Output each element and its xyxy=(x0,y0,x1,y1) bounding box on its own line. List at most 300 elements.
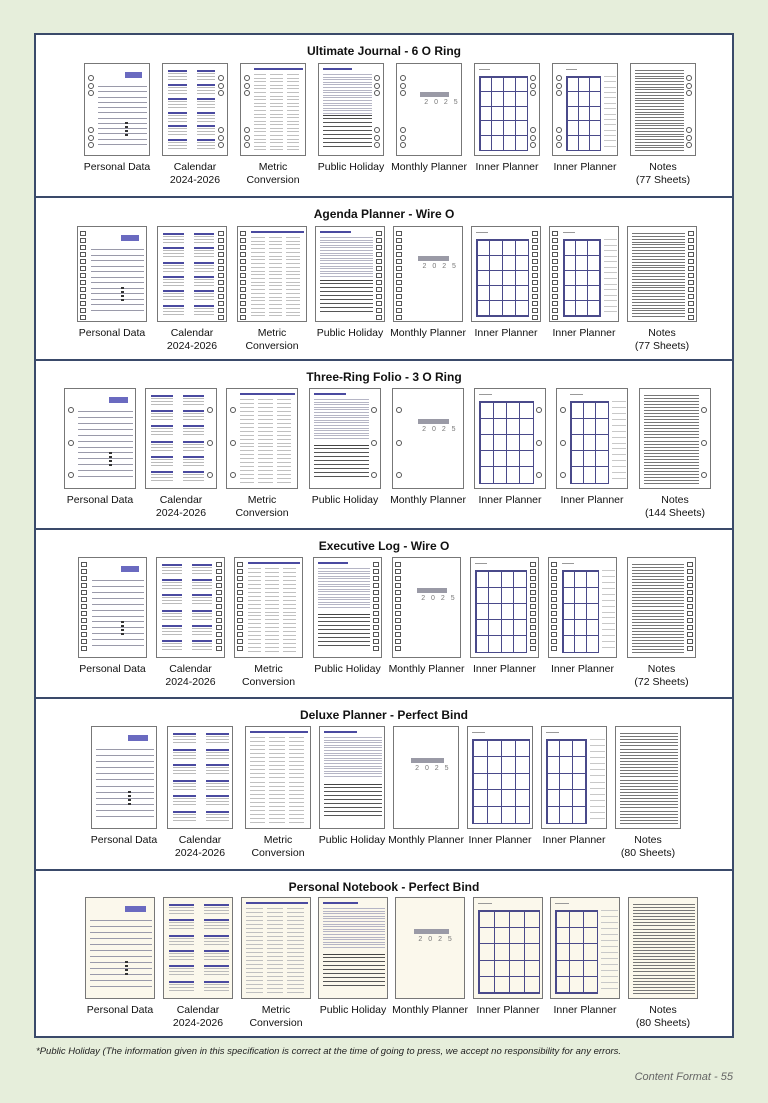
label-line: Inner Planner xyxy=(474,327,538,339)
wire-loop xyxy=(530,646,536,651)
wire-loop xyxy=(376,259,382,264)
ring-hole xyxy=(218,90,224,96)
wire-loop xyxy=(396,315,402,320)
page-label-text xyxy=(319,834,386,847)
ring-hole xyxy=(396,440,402,446)
wire-loop xyxy=(218,287,224,292)
label-line: Inner Planner xyxy=(468,834,532,846)
page-item-inner2 xyxy=(549,226,619,339)
page-label-text xyxy=(392,1004,468,1017)
wire-loop xyxy=(396,231,402,236)
wire-loop xyxy=(240,315,246,320)
ring-hole xyxy=(530,83,536,89)
page-label-text xyxy=(173,1004,223,1030)
wire-loop xyxy=(530,576,536,581)
ring-hole xyxy=(88,142,94,148)
page-item-inner1 xyxy=(474,388,546,506)
page-thumbnail xyxy=(470,557,539,658)
section-0 xyxy=(36,35,732,198)
page-thumbnail xyxy=(627,557,696,658)
page-label-text xyxy=(156,494,206,520)
page-thumbnail xyxy=(237,226,307,322)
wire-loop xyxy=(80,238,86,243)
wire-loop xyxy=(687,569,693,574)
wire-loop xyxy=(237,583,243,588)
label-line: (72 Sheets) xyxy=(634,676,689,688)
label-line: (77 Sheets) xyxy=(634,340,690,352)
page-thumbnail xyxy=(474,63,540,156)
page-label-text xyxy=(621,834,675,860)
wire-loop xyxy=(80,301,86,306)
label-line: Monthly Planner xyxy=(390,327,466,339)
wire-loop xyxy=(218,315,224,320)
wire-loop xyxy=(218,294,224,299)
ring-hole xyxy=(230,407,236,413)
page-item-personal xyxy=(85,897,155,1016)
wire-loop xyxy=(552,273,558,278)
page-thumbnail xyxy=(471,226,541,322)
section-5 xyxy=(36,871,732,1038)
label-line: Calendar xyxy=(176,1004,220,1016)
label-line: 2024-2026 xyxy=(155,507,207,519)
page-thumbnail xyxy=(84,63,150,156)
page-item-notes xyxy=(630,63,696,186)
wire-loop xyxy=(81,576,87,581)
wire-loop xyxy=(551,562,557,567)
page-item-metric xyxy=(234,557,303,688)
section-title: Executive Log - Wire O xyxy=(318,539,450,553)
page-label-text xyxy=(390,327,466,340)
page-thumbnail xyxy=(396,63,462,156)
wire-loop xyxy=(688,301,694,306)
wire-loop xyxy=(237,611,243,616)
page-label-text xyxy=(91,834,158,847)
page-item-metric xyxy=(240,63,306,186)
section-1 xyxy=(36,198,732,361)
wire-loop xyxy=(237,604,243,609)
wire-loop xyxy=(80,259,86,264)
ring-hole xyxy=(530,135,536,141)
wire-loop xyxy=(395,632,401,637)
ring-hole xyxy=(686,142,692,148)
wire-loop xyxy=(687,625,693,630)
wire-loop xyxy=(688,266,694,271)
label-line: Monthly Planner xyxy=(388,834,464,846)
wire-loop xyxy=(552,231,558,236)
page-thumbnail xyxy=(241,897,311,999)
wire-loop xyxy=(532,308,538,313)
page-label-text xyxy=(167,327,217,353)
page-thumbnail xyxy=(319,726,385,829)
page-item-metric xyxy=(241,897,311,1029)
page-label-text xyxy=(634,663,688,689)
ring-hole xyxy=(230,472,236,478)
page-thumbnail xyxy=(552,63,618,156)
wire-loop xyxy=(237,562,243,567)
page-thumbnail xyxy=(162,63,228,156)
wire-loop xyxy=(373,639,379,644)
ring-hole xyxy=(374,75,380,81)
page-label-text xyxy=(235,494,288,520)
page-thumbnail xyxy=(78,557,147,658)
wire-loop xyxy=(532,231,538,236)
wire-loop xyxy=(552,252,558,257)
page-item-inner2 xyxy=(548,557,617,675)
page-item-inner1 xyxy=(473,897,543,1016)
wire-loop xyxy=(373,618,379,623)
ring-hole xyxy=(371,440,377,446)
year-label: 2 0 2 5 xyxy=(415,764,451,772)
wire-loop xyxy=(81,625,87,630)
label-line: Inner Planner xyxy=(472,663,537,675)
wire-loop xyxy=(395,611,401,616)
wire-loop xyxy=(216,562,222,567)
page-item-monthly xyxy=(388,557,465,675)
ring-hole xyxy=(560,407,566,413)
page-thumbnail xyxy=(467,726,533,829)
wire-loop xyxy=(396,245,402,250)
wire-loop xyxy=(688,273,694,278)
wire-loop xyxy=(240,252,246,257)
wire-loop xyxy=(80,280,86,285)
page-thumbnail xyxy=(64,388,136,489)
page-thumbnail xyxy=(550,897,620,999)
page-label-text xyxy=(542,834,605,847)
spec-frame xyxy=(34,33,734,1038)
page-thumbnail xyxy=(313,557,382,658)
ring-hole xyxy=(400,83,406,89)
label-line: Inner Planner xyxy=(478,494,542,506)
label-line: Notes xyxy=(649,161,677,173)
wire-loop xyxy=(218,252,224,257)
label-line: Monthly Planner xyxy=(391,161,467,173)
page-thumbnail xyxy=(156,557,225,658)
ring-hole xyxy=(536,407,542,413)
wire-loop xyxy=(80,273,86,278)
wire-loop xyxy=(687,576,693,581)
section-title: Ultimate Journal - 6 O Ring xyxy=(306,44,462,58)
wire-loop xyxy=(216,632,222,637)
page-label-text xyxy=(318,161,385,174)
label-line: Notes xyxy=(647,663,676,675)
ring-hole xyxy=(244,135,250,141)
wire-loop xyxy=(376,315,382,320)
ring-hole xyxy=(218,83,224,89)
wire-loop xyxy=(216,590,222,595)
wire-loop xyxy=(80,315,86,320)
label-line: Personal Data xyxy=(86,1004,154,1016)
page-thumbnail xyxy=(630,63,696,156)
page-label-text xyxy=(246,161,299,187)
wire-loop xyxy=(237,625,243,630)
footnote: *Public Holiday (The information given in this specification is correct at the time of going to press, we accept no responsibility for any errors. xyxy=(36,1046,622,1057)
wire-loop xyxy=(530,639,536,644)
ring-hole xyxy=(530,142,536,148)
page-item-calendar xyxy=(145,388,217,519)
page-thumbnail xyxy=(615,726,681,829)
wire-loop xyxy=(551,597,557,602)
wire-loop xyxy=(687,632,693,637)
wire-loop xyxy=(530,590,536,595)
wire-loop xyxy=(376,294,382,299)
ring-hole xyxy=(400,75,406,81)
wire-loop xyxy=(687,562,693,567)
label-line: Conversion xyxy=(241,676,296,688)
wire-loop xyxy=(688,287,694,292)
page-label-text xyxy=(312,494,379,507)
page-item-holiday xyxy=(313,557,382,675)
page-thumbnail xyxy=(163,897,233,999)
wire-loop xyxy=(687,618,693,623)
wire-loop xyxy=(530,569,536,574)
ring-hole xyxy=(530,75,536,81)
page-label-text xyxy=(475,161,538,174)
wire-loop xyxy=(688,294,694,299)
wire-loop xyxy=(81,562,87,567)
wire-loop xyxy=(688,315,694,320)
wire-loop xyxy=(373,611,379,616)
page-item-inner1 xyxy=(470,557,539,675)
year-label: 2 0 2 5 xyxy=(418,935,454,943)
wire-loop xyxy=(552,287,558,292)
page-label-text xyxy=(242,663,295,689)
page-label-text xyxy=(391,161,467,174)
wire-loop xyxy=(552,259,558,264)
wire-loop xyxy=(687,611,693,616)
wire-loop xyxy=(395,646,401,651)
wire-loop xyxy=(532,301,538,306)
wire-loop xyxy=(532,252,538,257)
label-line: Notes xyxy=(661,494,689,506)
wire-loop xyxy=(237,590,243,595)
wire-loop xyxy=(240,287,246,292)
label-line: Public Holiday xyxy=(314,663,381,675)
ring-hole xyxy=(244,75,250,81)
page-item-inner1 xyxy=(467,726,533,846)
page-thumbnail xyxy=(628,897,698,999)
label-line: Conversion xyxy=(235,507,289,519)
label-line: Conversion xyxy=(249,1017,303,1029)
ring-hole xyxy=(556,83,562,89)
label-line: (80 Sheets) xyxy=(620,847,676,859)
wire-loop xyxy=(530,611,536,616)
year-label: 2 0 2 5 xyxy=(424,98,460,106)
wire-loop xyxy=(396,266,402,271)
wire-loop xyxy=(688,231,694,236)
wire-loop xyxy=(552,266,558,271)
ring-hole xyxy=(218,142,224,148)
ring-hole xyxy=(530,90,536,96)
ring-hole xyxy=(560,440,566,446)
page-label: Content Format - 55 xyxy=(634,1071,733,1083)
ring-hole xyxy=(686,90,692,96)
label-line: Public Holiday xyxy=(319,1004,387,1016)
ring-hole xyxy=(560,472,566,478)
wire-loop xyxy=(687,604,693,609)
section-3 xyxy=(36,530,732,699)
label-line: Metric xyxy=(261,1004,291,1016)
page-thumbnail xyxy=(393,226,463,322)
label-line: Inner Planner xyxy=(542,834,606,846)
page-thumbnail xyxy=(234,557,303,658)
wire-loop xyxy=(376,266,382,271)
ring-hole xyxy=(207,440,213,446)
ring-hole xyxy=(701,407,707,413)
page-label-text xyxy=(551,663,614,676)
wire-loop xyxy=(396,294,402,299)
page-thumbnail xyxy=(639,388,711,489)
ring-hole xyxy=(88,75,94,81)
page-label-text xyxy=(245,327,298,353)
page-item-monthly xyxy=(390,388,466,506)
ring-hole xyxy=(556,135,562,141)
wire-loop xyxy=(373,583,379,588)
year-label: 2 0 2 5 xyxy=(421,595,457,603)
ring-hole xyxy=(88,127,94,133)
wire-loop xyxy=(81,583,87,588)
page-item-personal xyxy=(77,226,147,339)
wire-loop xyxy=(530,632,536,637)
wire-loop xyxy=(81,639,87,644)
wire-loop xyxy=(532,245,538,250)
wire-loop xyxy=(237,632,243,637)
wire-loop xyxy=(81,604,87,609)
wire-loop xyxy=(216,576,222,581)
ring-hole xyxy=(686,75,692,81)
label-line: 2024-2026 xyxy=(169,174,221,186)
page-label-text xyxy=(67,494,134,507)
wire-loop xyxy=(688,252,694,257)
wire-loop xyxy=(552,294,558,299)
wire-loop xyxy=(240,245,246,250)
page-item-calendar xyxy=(162,63,228,186)
page-thumbnail xyxy=(392,557,461,658)
wire-loop xyxy=(376,231,382,236)
year-label: 2 0 2 5 xyxy=(422,426,458,434)
section-title: Personal Notebook - Perfect Bind xyxy=(288,880,480,894)
page-thumbnail xyxy=(548,557,617,658)
wire-loop xyxy=(218,231,224,236)
page-item-metric xyxy=(226,388,298,519)
label-line: Calendar xyxy=(169,663,212,675)
wire-loop xyxy=(552,238,558,243)
wire-loop xyxy=(532,266,538,271)
ring-hole xyxy=(396,407,402,413)
section-2 xyxy=(36,361,732,530)
label-line: Calendar xyxy=(178,834,222,846)
page-thumbnail xyxy=(541,726,607,829)
page-item-notes xyxy=(639,388,711,519)
wire-loop xyxy=(216,618,222,623)
label-line: Personal Data xyxy=(90,834,158,846)
page-label-text xyxy=(553,1004,616,1017)
wire-loop xyxy=(218,273,224,278)
page-label-text xyxy=(79,327,146,340)
ring-hole xyxy=(556,142,562,148)
wire-loop xyxy=(373,562,379,567)
page-label-text xyxy=(317,327,384,340)
wire-loop xyxy=(237,569,243,574)
wire-loop xyxy=(395,576,401,581)
page-label-text xyxy=(560,494,623,507)
wire-loop xyxy=(376,287,382,292)
ring-hole xyxy=(371,472,377,478)
page-item-calendar xyxy=(163,897,233,1029)
page-label-text xyxy=(79,663,146,676)
page-thumbnail xyxy=(91,726,157,829)
page-thumbnail xyxy=(318,897,388,999)
wire-loop xyxy=(237,597,243,602)
page-thumbnail xyxy=(85,897,155,999)
wire-loop xyxy=(551,611,557,616)
wire-loop xyxy=(80,245,86,250)
wire-loop xyxy=(687,597,693,602)
wire-loop xyxy=(218,266,224,271)
page-thumbnail xyxy=(318,63,384,156)
wire-loop xyxy=(688,259,694,264)
wire-loop xyxy=(80,287,86,292)
page-item-monthly xyxy=(392,897,468,1016)
wire-loop xyxy=(552,301,558,306)
ring-hole xyxy=(230,440,236,446)
label-line: Conversion xyxy=(245,340,299,352)
wire-loop xyxy=(530,583,536,588)
ring-hole xyxy=(68,440,74,446)
page-item-personal xyxy=(83,63,151,173)
wire-loop xyxy=(81,646,87,651)
wire-loop xyxy=(218,308,224,313)
page-label-text xyxy=(636,161,690,187)
wire-loop xyxy=(688,308,694,313)
wire-loop xyxy=(395,562,401,567)
wire-loop xyxy=(216,597,222,602)
label-line: (77 Sheets) xyxy=(635,174,691,186)
label-line: Public Holiday xyxy=(318,834,386,846)
wire-loop xyxy=(373,604,379,609)
wire-loop xyxy=(80,294,86,299)
ring-hole xyxy=(701,440,707,446)
wire-loop xyxy=(376,280,382,285)
ring-hole xyxy=(218,75,224,81)
page-item-inner2 xyxy=(556,388,628,506)
wire-loop xyxy=(373,646,379,651)
wire-loop xyxy=(687,583,693,588)
section-title: Deluxe Planner - Perfect Bind xyxy=(299,708,469,722)
page-item-personal xyxy=(78,557,147,675)
wire-loop xyxy=(240,259,246,264)
ring-hole xyxy=(701,472,707,478)
wire-loop xyxy=(396,273,402,278)
wire-loop xyxy=(218,259,224,264)
wire-loop xyxy=(395,569,401,574)
wire-loop xyxy=(530,562,536,567)
label-line: Notes xyxy=(649,1004,677,1016)
ring-hole xyxy=(400,135,406,141)
wire-loop xyxy=(376,308,382,313)
ring-hole xyxy=(556,127,562,133)
year-label: 2 0 2 5 xyxy=(422,262,458,270)
wire-loop xyxy=(240,280,246,285)
page-thumbnail xyxy=(556,388,628,489)
wire-loop xyxy=(551,604,557,609)
wire-loop xyxy=(237,618,243,623)
label-line: Metric xyxy=(257,327,287,339)
page-thumbnail xyxy=(240,63,306,156)
wire-loop xyxy=(552,315,558,320)
page-label-text xyxy=(84,161,151,174)
page-thumbnail xyxy=(145,388,217,489)
label-line: Personal Data xyxy=(79,663,146,675)
